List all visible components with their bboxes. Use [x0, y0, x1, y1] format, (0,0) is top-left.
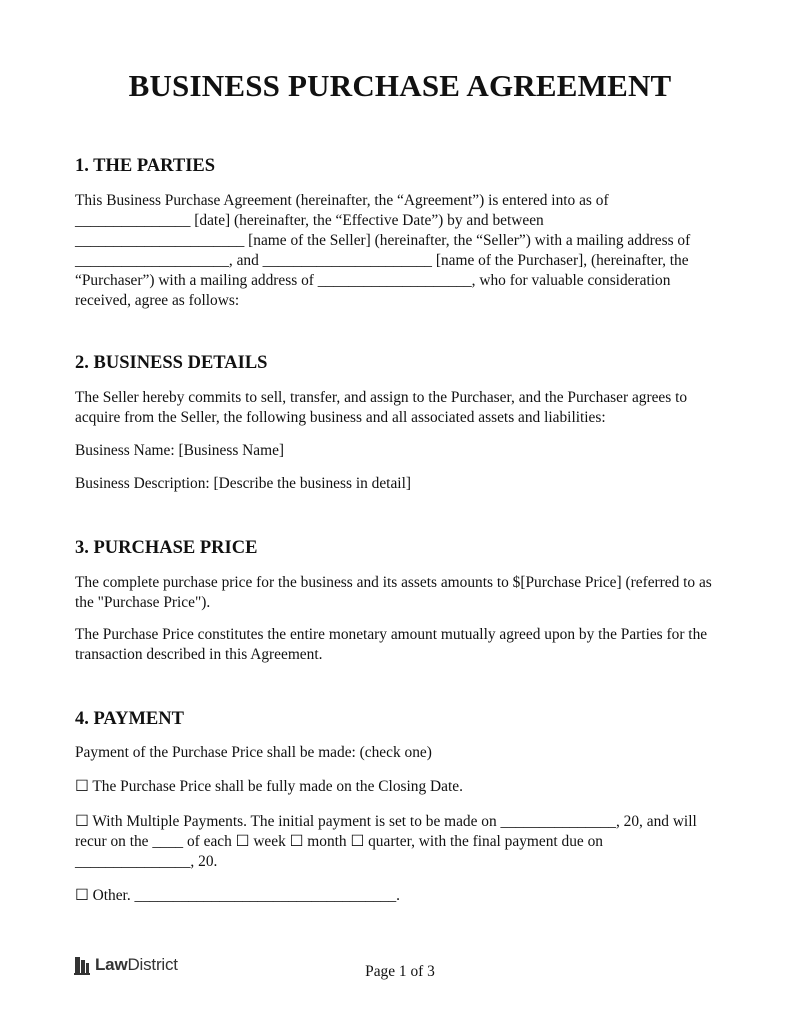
section-heading-business-details: 2. BUSINESS DETAILS [75, 353, 268, 373]
text-line: the "Purchase Price"). [75, 594, 211, 611]
section-heading-parties: 1. THE PARTIES [75, 156, 216, 176]
text-line: received, agree as follows: [75, 292, 240, 309]
document-title: BUSINESS PURCHASE AGREEMENT [128, 68, 672, 103]
logo-word-law: Law [95, 955, 128, 974]
payment-option-closing-date[interactable]: ☐ The Purchase Price shall be fully made on the Closing Date. [75, 778, 463, 795]
business-name-line: Business Name: [Business Name] [75, 442, 285, 459]
text-line: The Seller hereby commits to sell, transfer, and assign to the Purchaser, and the Purchaser agrees to [75, 389, 688, 406]
text-line: recur on the ____ of each ☐ week ☐ month ☐ quarter, with the final payment due on [75, 833, 603, 850]
section-heading-payment: 4. PAYMENT [75, 709, 184, 729]
text-line: acquire from the Seller, the following business and all associated assets and liabilities: [75, 409, 606, 426]
logo-word-district: District [127, 955, 178, 974]
purchase-price-paragraph [75, 573, 735, 613]
text-line: This Business Purchase Agreement (hereinafter, the “Agreement”) is entered into as of [75, 192, 609, 209]
text-line: ______________________ [name of the Seller] (hereinafter, the “Seller”) with a mailing address of [75, 232, 691, 249]
purchase-price-scope-paragraph [75, 625, 735, 665]
text-line: The Purchase Price constitutes the entire monetary amount mutually agreed upon by the Parties for the [75, 626, 708, 643]
text-line: ☐ With Multiple Payments. The initial payment is set to be made on _______________, 20, and will [75, 813, 697, 830]
payment-option-other[interactable]: ☐ Other. __________________________________. [75, 887, 401, 904]
business-details-paragraph [75, 388, 735, 428]
text-line: The complete purchase price for the business and its assets amounts to $[Purchase Price] (referred to as [75, 574, 712, 591]
text-line: transaction described in this Agreement. [75, 646, 323, 663]
text-line: ____________________, and ______________________ [name of the Purchaser], (hereinafter, the [75, 252, 689, 269]
parties-paragraph [75, 191, 735, 311]
text-line: “Purchaser”) with a mailing address of ____________________, who for valuable consideration [75, 272, 671, 289]
payment-option-multiple[interactable] [75, 812, 735, 872]
page-number: Page 1 of 3 [365, 963, 435, 980]
text-line: _______________ [date] (hereinafter, the “Effective Date”) by and between [75, 212, 544, 229]
text-line: _______________, 20. [75, 853, 218, 870]
payment-intro-line: Payment of the Purchase Price shall be made: (check one) [75, 744, 432, 761]
section-heading-purchase-price: 3. PURCHASE PRICE [75, 538, 258, 558]
business-description-line: Business Description: [Describe the business in detail] [75, 475, 411, 492]
